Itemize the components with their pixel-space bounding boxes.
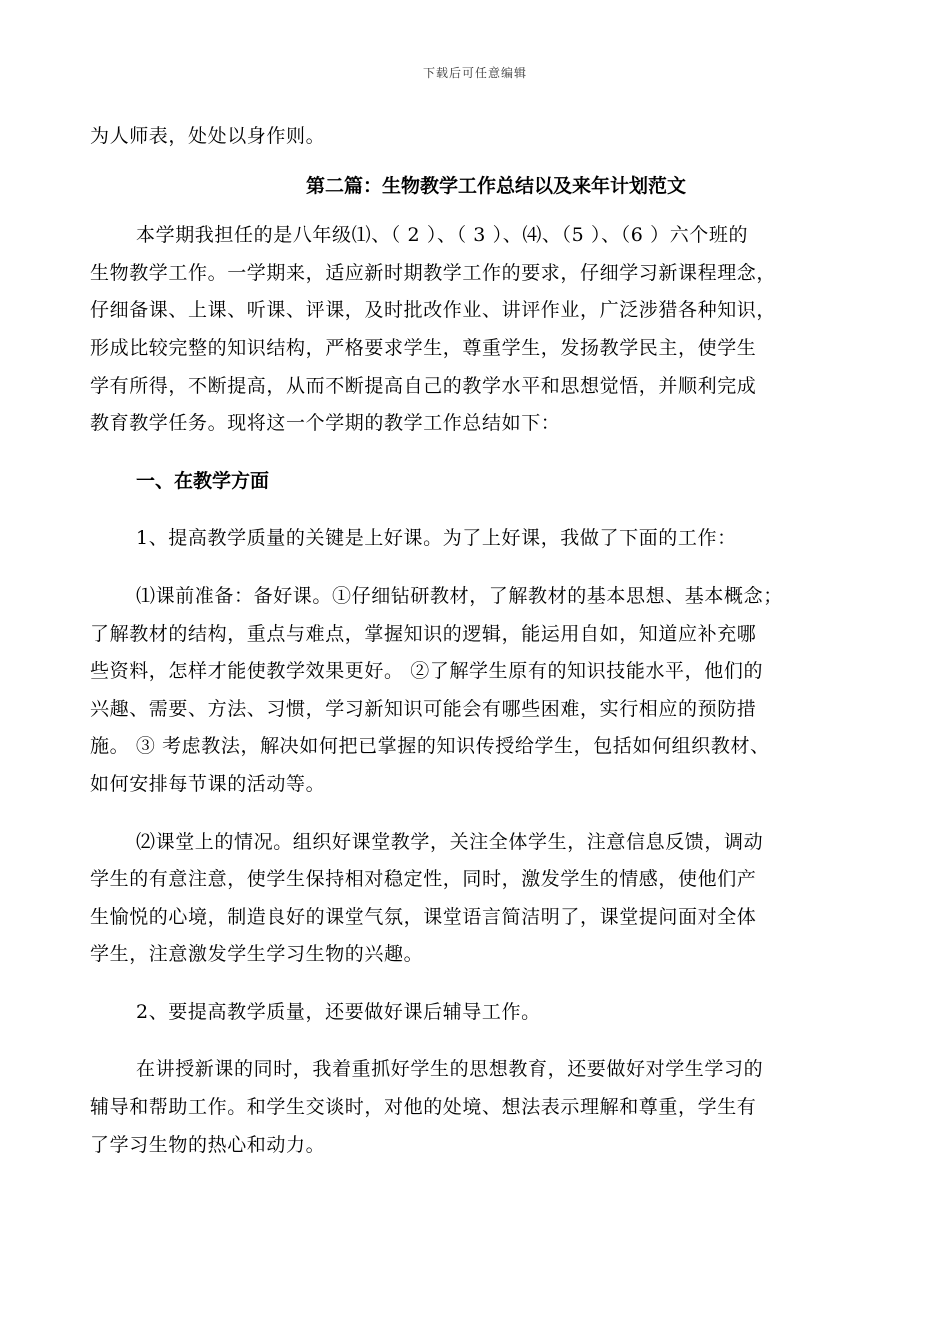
paragraph-line: 些资料，怎样才能使教学效果更好。 ②了解学生原有的知识技能水平，他们的 <box>90 660 764 683</box>
paragraph-line: 在讲授新课的同时，我着重抓好学生的思想教育，还要做好对学生学习的 <box>136 1058 764 1081</box>
paragraph-line: 学有所得，不断提高，从而不断提高自己的教学水平和思想觉悟，并顺利完成 <box>90 374 757 397</box>
paragraph-line: 形成比较完整的知识结构，严格要求学生，尊重学生，发扬教学民主，使学生 <box>90 336 757 359</box>
paragraph-line: 生愉悦的心境，制造良好的课堂气氛，课堂语言简洁明了，课堂提问面对全体 <box>90 905 757 928</box>
intro-paragraph <box>90 217 862 443</box>
paragraph-line: 了解教材的结构，重点与难点，掌握知识的逻辑，能运用自如，知道应补充哪 <box>90 622 757 645</box>
continued-line: 为人师表，处处以身作则。 <box>90 125 326 147</box>
sub-paragraph-2 <box>90 824 862 974</box>
section-heading: 一、在教学方面 <box>136 469 270 492</box>
point-1: 1、提高教学质量的关键是上好课。为了上好课，我做了下面的工作： <box>136 527 737 550</box>
paragraph-line: 学生的有意注意，使学生保持相对稳定性，同时，激发学生的情感，使他们产 <box>90 868 757 891</box>
sub-paragraph-1 <box>90 578 862 804</box>
paragraph-line: 生物教学工作。一学期来，适应新时期教学工作的要求，仔细学习新课程理念， <box>90 261 777 284</box>
paragraph-line: 兴趣、需要、方法、习惯，学习新知识可能会有哪些困难，实行相应的预防措 <box>90 697 757 720</box>
page-header: 下载后可任意编辑 <box>422 66 527 80</box>
paragraph-line: 本学期我担任的是八年级⑴、（ 2 ）、（ 3 ）、⑷、（5 ）、（6 ）六个班的 <box>136 224 749 247</box>
point-2: 2、要提高教学质量，还要做好课后辅导工作。 <box>136 1000 541 1023</box>
paragraph-line: 学生，注意激发学生学习生物的兴趣。 <box>90 943 424 966</box>
paragraph-line: ⑵课堂上的情况。组织好课堂教学，关注全体学生，注意信息反馈，调动 <box>136 830 764 853</box>
paragraph-line: 了学习生物的热心和动力。 <box>90 1133 326 1156</box>
document-title: 第二篇：生物教学工作总结以及来年计划范文 <box>305 174 686 197</box>
document-body <box>90 118 862 1164</box>
paragraph-line: 如何安排每节课的活动等。 <box>90 772 326 795</box>
closing-paragraph <box>90 1051 862 1164</box>
paragraph-line: 辅导和帮助工作。和学生交谈时，对他的处境、想法表示理解和尊重，学生有 <box>90 1096 757 1119</box>
paragraph-line: 仔细备课、上课、听课、评课，及时批改作业、讲评作业，广泛涉猎各种知识， <box>90 299 777 322</box>
paragraph-line: 施。 ③ 考虑教法，解决如何把已掌握的知识传授给学生，包括如何组织教材、 <box>90 735 770 758</box>
paragraph-line: ⑴课前准备：备好课。①仔细钻研教材，了解教材的基本思想、基本概念； <box>136 584 783 607</box>
paragraph-line: 教育教学任务。现将这一个学期的教学工作总结如下： <box>90 412 561 435</box>
